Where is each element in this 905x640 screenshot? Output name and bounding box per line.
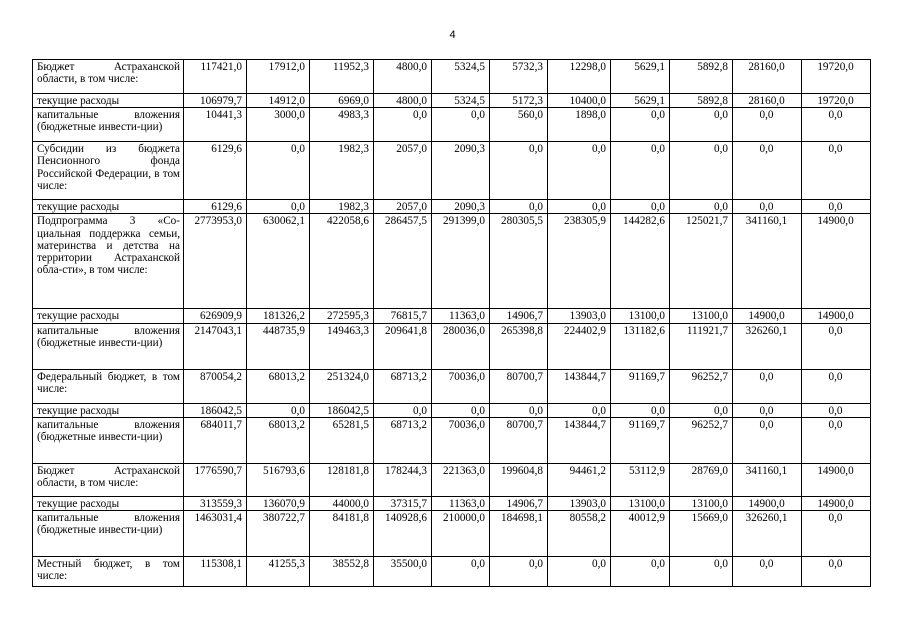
table-row	[33, 94, 871, 108]
table-cell: 12298,0	[548, 60, 611, 94]
table-cell: 2147043,1	[184, 323, 247, 369]
table-cell: 0,0	[733, 142, 802, 200]
table-cell: 0,0	[802, 417, 871, 463]
table-cell: 221363,0	[432, 463, 490, 496]
table-cell: 15669,0	[670, 511, 733, 557]
row-label: капитальные вложения (бюджетные инвести-ции)	[33, 323, 184, 369]
table-row	[33, 214, 871, 309]
table-cell: 17912,0	[247, 60, 310, 94]
table-cell: 125021,7	[670, 214, 733, 309]
table-cell: 280036,0	[432, 323, 490, 369]
table-cell: 106979,7	[184, 94, 247, 108]
row-label: Субсидии из бюджета Пенсионного фонда Российской Федерации, в том числе:	[33, 142, 184, 200]
budget-table	[32, 59, 871, 587]
table-cell: 265398,8	[490, 323, 548, 369]
table-row	[33, 369, 871, 403]
table-cell: 0,0	[670, 557, 733, 587]
row-label: капитальные вложения (бюджетные инвести-ции)	[33, 417, 184, 463]
table-cell: 80700,7	[490, 369, 548, 403]
table-cell: 14900,0	[802, 496, 871, 510]
table-cell: 11363,0	[432, 496, 490, 510]
table-cell: 10441,3	[184, 108, 247, 142]
table-cell: 341160,1	[733, 214, 802, 309]
table-cell: 38552,8	[310, 557, 374, 587]
row-label: текущие расходы	[33, 200, 184, 214]
table-cell: 13100,0	[670, 496, 733, 510]
table-cell: 14900,0	[733, 309, 802, 323]
table-cell: 5629,1	[611, 60, 670, 94]
table-cell: 80700,7	[490, 417, 548, 463]
table-cell: 14900,0	[802, 463, 871, 496]
table-cell: 143844,7	[548, 369, 611, 403]
table-cell: 5892,8	[670, 60, 733, 94]
table-cell: 53112,9	[611, 463, 670, 496]
table-cell: 1898,0	[548, 108, 611, 142]
table-cell: 4800,0	[374, 60, 432, 94]
table-cell: 37315,7	[374, 496, 432, 510]
table-cell: 4800,0	[374, 94, 432, 108]
table-cell: 2057,0	[374, 200, 432, 214]
row-label: капитальные вложения (бюджетные инвести-ции)	[33, 108, 184, 142]
table-cell: 44000,0	[310, 496, 374, 510]
table-cell: 70036,0	[432, 417, 490, 463]
table-row	[33, 463, 871, 496]
table-row	[33, 108, 871, 142]
table-cell: 0,0	[247, 142, 310, 200]
table-cell: 91169,7	[611, 417, 670, 463]
table-cell: 0,0	[611, 108, 670, 142]
table-cell: 0,0	[611, 142, 670, 200]
table-cell: 115308,1	[184, 557, 247, 587]
table-cell: 131182,6	[611, 323, 670, 369]
table-cell: 117421,0	[184, 60, 247, 94]
table-cell: 0,0	[247, 200, 310, 214]
row-label: текущие расходы	[33, 94, 184, 108]
table-cell: 0,0	[548, 557, 611, 587]
table-cell: 5172,3	[490, 94, 548, 108]
table-cell: 0,0	[670, 403, 733, 417]
table-cell: 0,0	[247, 403, 310, 417]
table-cell: 149463,3	[310, 323, 374, 369]
table-cell: 630062,1	[247, 214, 310, 309]
table-cell: 10400,0	[548, 94, 611, 108]
table-cell: 0,0	[733, 417, 802, 463]
table-cell: 272595,3	[310, 309, 374, 323]
table-cell: 0,0	[548, 403, 611, 417]
table-cell: 0,0	[611, 200, 670, 214]
table-cell: 560,0	[490, 108, 548, 142]
table-cell: 224402,9	[548, 323, 611, 369]
table-row	[33, 511, 871, 557]
table-cell: 28160,0	[733, 60, 802, 94]
table-cell: 13100,0	[611, 309, 670, 323]
table-cell: 1982,3	[310, 200, 374, 214]
table-cell: 2090,3	[432, 200, 490, 214]
table-row	[33, 403, 871, 417]
table-cell: 0,0	[432, 108, 490, 142]
table-cell: 0,0	[802, 403, 871, 417]
table-cell: 70036,0	[432, 369, 490, 403]
table-cell: 0,0	[611, 403, 670, 417]
table-cell: 5629,1	[611, 94, 670, 108]
table-cell: 0,0	[802, 108, 871, 142]
table-cell: 136070,9	[247, 496, 310, 510]
row-label: Бюджет Астраханской области, в том числе:	[33, 463, 184, 496]
table-cell: 91169,7	[611, 369, 670, 403]
table-cell: 2773953,0	[184, 214, 247, 309]
table-cell: 0,0	[432, 557, 490, 587]
table-cell: 40012,9	[611, 511, 670, 557]
table-cell: 0,0	[490, 200, 548, 214]
table-row	[33, 496, 871, 510]
table-cell: 286457,5	[374, 214, 432, 309]
table-cell: 1463031,4	[184, 511, 247, 557]
table-cell: 80558,2	[548, 511, 611, 557]
table-cell: 68013,2	[247, 417, 310, 463]
row-label: Подпрограмма 3 «Со-циальная поддержка семьи, материнства и детства на территории Астраханской обла-сти», в том числе:	[33, 214, 184, 309]
table-cell: 65281,5	[310, 417, 374, 463]
table-cell: 0,0	[670, 108, 733, 142]
table-cell: 2057,0	[374, 142, 432, 200]
page-number: 4	[449, 29, 456, 41]
table-cell: 210000,0	[432, 511, 490, 557]
table-cell: 0,0	[490, 142, 548, 200]
table-cell: 14900,0	[802, 309, 871, 323]
table-cell: 0,0	[670, 200, 733, 214]
table-cell: 178244,3	[374, 463, 432, 496]
table-cell: 1982,3	[310, 142, 374, 200]
row-label: текущие расходы	[33, 496, 184, 510]
table-cell: 94461,2	[548, 463, 611, 496]
table-cell: 684011,7	[184, 417, 247, 463]
table-cell: 0,0	[374, 403, 432, 417]
table-row	[33, 557, 871, 587]
table-cell: 3000,0	[247, 108, 310, 142]
table-cell: 448735,9	[247, 323, 310, 369]
table-cell: 0,0	[490, 557, 548, 587]
row-label: Бюджет Астраханской области, в том числе:	[33, 60, 184, 94]
table-cell: 6969,0	[310, 94, 374, 108]
table-cell: 68713,2	[374, 369, 432, 403]
table-cell: 11363,0	[432, 309, 490, 323]
table-cell: 516793,6	[247, 463, 310, 496]
table-cell: 0,0	[802, 200, 871, 214]
table-cell: 0,0	[802, 511, 871, 557]
table-body	[33, 60, 871, 587]
table-cell: 181326,2	[247, 309, 310, 323]
table-cell: 68013,2	[247, 369, 310, 403]
table-cell: 0,0	[733, 200, 802, 214]
table-cell: 5892,8	[670, 94, 733, 108]
table-cell: 128181,8	[310, 463, 374, 496]
table-cell: 209641,8	[374, 323, 432, 369]
table-cell: 14906,7	[490, 496, 548, 510]
table-cell: 6129,6	[184, 200, 247, 214]
table-cell: 14900,0	[733, 496, 802, 510]
table-cell: 870054,2	[184, 369, 247, 403]
row-label: текущие расходы	[33, 403, 184, 417]
table-row	[33, 200, 871, 214]
table-cell: 0,0	[733, 403, 802, 417]
table-cell: 96252,7	[670, 369, 733, 403]
table-cell: 4983,3	[310, 108, 374, 142]
table-cell: 13100,0	[670, 309, 733, 323]
table-cell: 0,0	[733, 369, 802, 403]
table-cell: 238305,9	[548, 214, 611, 309]
table-cell: 1776590,7	[184, 463, 247, 496]
table-cell: 184698,1	[490, 511, 548, 557]
table-cell: 291399,0	[432, 214, 490, 309]
table-cell: 326260,1	[733, 323, 802, 369]
table-row	[33, 142, 871, 200]
table-cell: 143844,7	[548, 417, 611, 463]
table-cell: 0,0	[670, 142, 733, 200]
table-cell: 0,0	[802, 369, 871, 403]
table-cell: 5324,5	[432, 94, 490, 108]
table-cell: 0,0	[802, 142, 871, 200]
table-cell: 13903,0	[548, 309, 611, 323]
table-row	[33, 309, 871, 323]
table-cell: 144282,6	[611, 214, 670, 309]
table-cell: 326260,1	[733, 511, 802, 557]
table-cell: 68713,2	[374, 417, 432, 463]
row-label: Федеральный бюджет, в том числе:	[33, 369, 184, 403]
table-cell: 140928,6	[374, 511, 432, 557]
table-row	[33, 323, 871, 369]
table-cell: 14900,0	[802, 214, 871, 309]
row-label: Местный бюджет, в том числе:	[33, 557, 184, 587]
table-cell: 626909,9	[184, 309, 247, 323]
table-cell: 28160,0	[733, 94, 802, 108]
table-cell: 0,0	[374, 108, 432, 142]
table-cell: 422058,6	[310, 214, 374, 309]
table-row	[33, 417, 871, 463]
table-cell: 19720,0	[802, 60, 871, 94]
table-cell: 5324,5	[432, 60, 490, 94]
table-cell: 13903,0	[548, 496, 611, 510]
table-row	[33, 60, 871, 94]
table-cell: 111921,7	[670, 323, 733, 369]
table-cell: 186042,5	[310, 403, 374, 417]
table-cell: 11952,3	[310, 60, 374, 94]
table-cell: 0,0	[490, 403, 548, 417]
table-cell: 199604,8	[490, 463, 548, 496]
table-cell: 28769,0	[670, 463, 733, 496]
table-cell: 0,0	[802, 323, 871, 369]
table-cell: 13100,0	[611, 496, 670, 510]
table-cell: 0,0	[548, 200, 611, 214]
row-label: капитальные вложения (бюджетные инвести-ции)	[33, 511, 184, 557]
table-cell: 251324,0	[310, 369, 374, 403]
row-label: текущие расходы	[33, 309, 184, 323]
table-cell: 35500,0	[374, 557, 432, 587]
table-cell: 76815,7	[374, 309, 432, 323]
table-cell: 6129,6	[184, 142, 247, 200]
table-cell: 341160,1	[733, 463, 802, 496]
table-cell: 280305,5	[490, 214, 548, 309]
table-cell: 84181,8	[310, 511, 374, 557]
table-cell: 14906,7	[490, 309, 548, 323]
table-cell: 5732,3	[490, 60, 548, 94]
table-cell: 0,0	[611, 557, 670, 587]
table-cell: 0,0	[733, 108, 802, 142]
table-cell: 0,0	[548, 142, 611, 200]
table-cell: 380722,7	[247, 511, 310, 557]
table-cell: 0,0	[802, 557, 871, 587]
table-cell: 186042,5	[184, 403, 247, 417]
table-cell: 41255,3	[247, 557, 310, 587]
table-cell: 313559,3	[184, 496, 247, 510]
table-cell: 19720,0	[802, 94, 871, 108]
table-cell: 0,0	[733, 557, 802, 587]
table-cell: 14912,0	[247, 94, 310, 108]
table-cell: 2090,3	[432, 142, 490, 200]
table-cell: 0,0	[432, 403, 490, 417]
table-cell: 96252,7	[670, 417, 733, 463]
